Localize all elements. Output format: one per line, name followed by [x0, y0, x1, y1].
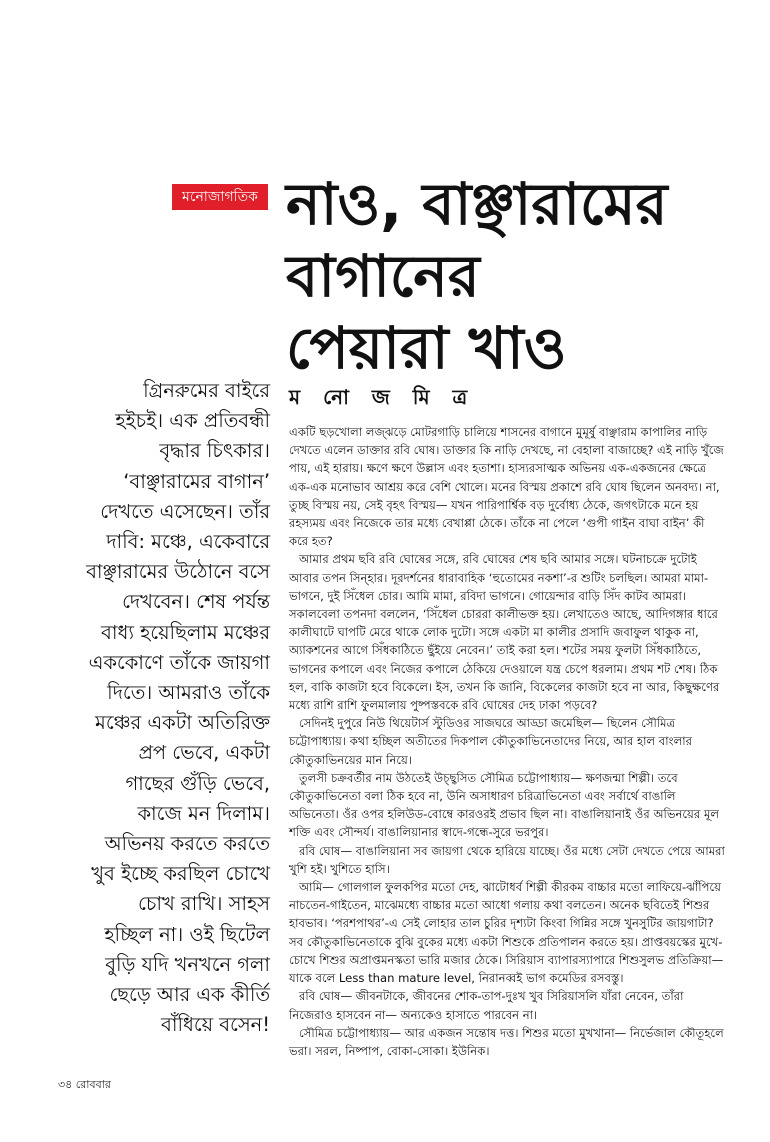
pull-quote-line: বুড়ি যদি খনখনে গলা: [105, 952, 270, 976]
article-body: [289, 423, 727, 1060]
pull-quote-line: খুব ইচ্ছে করছিল চোখে: [91, 862, 270, 886]
pull-quote-line: বাঞ্ছারামের উঠোনে বসে: [86, 560, 270, 584]
body-paragraph: সৌমিত্র চট্টোপাধ্যায়— আর একজন সন্তোষ দত্ত। শিশুর মতো মুখখানা— নির্ভেজাল কৌতূহলে ভরা। সরল, নিষ্পাপ, বোকা-সোকা। ইউনিক।: [289, 1025, 724, 1058]
pull-quote-line: দেখতে এসেছেন। তাঁর: [100, 499, 270, 523]
page-footer: ৩৪ রোববার: [58, 1078, 111, 1091]
headline-line: নাও, বাঞ্ছারামের: [286, 170, 668, 238]
pull-quote-line: দিতে। আমরাও তাঁকে: [107, 681, 270, 705]
body-paragraph: আমি— গোলগাল ফুলকপির মতো দেহ, ঝাটোধর্ব শিল্পী কীরকম বাচ্চার মতো লাফিয়ে-ঝাঁপিয়ে নাচতেন-গাইতেন, মাঝেমধ্যে বাচ্চার মতো আধো গলায় কথা বলতেন। অনেক ছবিতেই শিশুর হাবভাব। ‘পরশপাথর’-এ সেই লোহার তাল চুরির দৃশ্যটা কিংবা গিন্নির সঙ্গে খুনসুটির জায়গাটা? সব কৌতুকাভিনেতাকে বুঝি বুকের মধ্যে একটা শিশুকে প্রতিপালন করতে হয়। প্রাপ্তবয়স্কের মুখে-চোখে শিশুর অপ্রাপ্তমনস্কতা ভারি মজার ঠেকে। সিরিয়াস ব্যাপারস্যাপারে শিশুসুলভ প্রতিক্রিয়া— যাকে বলে Less than mature level, নিরানব্বই ভাগ কমেডির রসবস্তু।: [289, 880, 724, 986]
headline-line: বাগানের: [286, 242, 480, 310]
pull-quote-line: গাছের গুঁড়ি ভেবে,: [125, 771, 270, 795]
body-paragraph: একটি ছড়খোলা লজ্‌ঝড়ে মোটরগাড়ি চালিয়ে শাসনের বাগানে মুমূর্ষু বাঞ্ছারাম কাপালির নাড়ি দেখতে এলেন ডাক্তার রবি ঘোষ। ডাক্তার কি নাড়ি দেখছে, না বেহালা বাজাচ্ছে? এই নাড়ি খুঁজে পায়, এই হারায়। ক্ষণে ক্ষণে উল্লাস এবং হতাশা। হাস্যরসাত্মক অভিনয় এক-একজনের ক্ষেত্রে এক-এক মনোভাব আশ্রয় করে বেশি খোলে। মনের বিস্ময় প্রকাশে রবি ঘোষ ছিলেন অনবদ্য। না, তুচ্ছ বিস্ময় নয়, সেই বৃহৎ বিস্ময়— যখন পারিপার্শ্বিক বড় দুর্বোধ্য ঠেকে, জগৎটাকে মনে হয় রহস্যময় এবং নিজেকে তার মধ্যে বেখাপ্পা ঠেকে। তাঁকে না পেলে ‘গুপী গাইন বাঘা বাইন’ কী করে হত?: [289, 425, 724, 549]
pull-quote-line: বৃদ্ধার চিৎকার।: [159, 439, 270, 463]
pull-quote-line: মঞ্চের একটা অতিরিক্ত: [95, 711, 270, 735]
pull-quote-line: গ্রিনরুমের বাইরে: [143, 379, 270, 402]
body-paragraph: রবি ঘোষ— জীবনটাকে, জীবনের শোক-তাপ-দুঃখ খুব সিরিয়াসলি যাঁরা নেবেন, তাঁরা নিজেরাও হাসবেন না— অন্যকেও হাসাতে পারবেন না।: [289, 989, 684, 1022]
body-paragraph: সেদিনই দুপুরে নিউ থিয়েটার্স স্টুডিওর সাজঘরে আড্ডা জমেছিল— ছিলেন সৌমিত্র চট্টোপাধ্যায়। কথা হচ্ছিল অতীতের দিকপাল কৌতুকাভিনেতাদের নিয়ে, আর হাল বাংলার কৌতুকাভিনয়ের মান নিয়ে।: [289, 716, 692, 767]
pull-quote-line: বাঁধিয়ে বসেন!: [161, 1013, 270, 1037]
pull-quote-line: হচ্ছিল না। ওই ছিটেল: [104, 922, 270, 946]
pull-quote-line: ছেড়ে আর এক কীর্তি: [109, 983, 270, 1007]
headline: [286, 168, 756, 384]
pull-quote-line: কাজে মন দিলাম।: [137, 801, 270, 825]
pull-quote: [52, 376, 270, 1040]
pull-quote-line: অভিনয় করতে করতে: [104, 832, 270, 856]
pull-quote-line: এককোণে তাঁকে জায়গা: [88, 650, 270, 674]
section-tag: মনোজাগতিক: [172, 184, 268, 210]
body-paragraph: তুলসী চক্রবর্তীর নাম উঠতেই উচ্ছ্বসিত সৌমিত্র চট্টোপাধ্যায়— ক্ষণজন্মা শিল্পী। তবে কৌতুকাভিনেতা বলা ঠিক হবে না, উনি অসাধারণ চরিত্রাভিনেতা এবং সর্বার্থে বাঙালি অভিনেতা। ওঁর ওপর হলিউড-বোম্বে কারওরই প্রভাব ছিল না। বাঙালিয়ানাই ওঁর অভিনয়ের মূল শক্তি এবং সৌন্দর্য। বাঙালিয়ানার স্বাদে-গন্ধে-সুরে ভরপুর।: [289, 770, 720, 840]
pull-quote-line: দেখবেন। শেষ পর্যন্ত: [122, 590, 270, 614]
pull-quote-line: চোখ রাখি। সাহস: [138, 892, 270, 916]
body-paragraph: আমার প্রথম ছবি রবি ঘোষের সঙ্গে, রবি ঘোষের শেষ ছবি আমার সঙ্গে। ঘটনাচক্রে দুটোই আবার তপন সিন্‌হার। দূরদর্শনের ধারাবাহিক ‘হুতোমের নকশা’-র শুটিং চলছিল। আমরা মামা-ভাগনে, দুই সিঁধেল চোর। আমি মামা, রবিদা ভাগনে। গোয়েন্দার বাড়ি সিঁদ কাটব আমরা। সকালবেলা তপনদা বললেন, ‘সিঁধেল চোররা কালীভক্ত হয়। লেখাতেও আছে, আদিগঙ্গার ধারে কালীঘাটে ঘাপটি মেরে থাকে লোক দুটো। সঙ্গে একটা মা কালীর প্রসাদি জবাফুল থাকুক না, অ্যাকশনের আগে সিঁধকাঠিতে ছুঁইয়ে নেবেন।’ তাই করা হল। শটের সময় ফুলটা সিঁধকাঠিতে, ভাগনের কপালে এবং নিজের কপালে ঠেকিয়ে দেওয়ালে যন্ত্র চেপে ধরলাম। প্রথম শট শেষ। ঠিক হল, বাকি কাজটা হবে বিকেলে। ইস, তখন কি জানি, বিকেলের কাজটা হবে না আর, কিছুক্ষণের মধ্যে রাশি রাশি ফুলমালায় পুষ্পস্তবকে রবি ঘোষের দেহ ঢাকা পড়বে?: [289, 552, 720, 713]
headline-line: পেয়ারা খাও: [286, 314, 567, 382]
pull-quote-line: দাবি: মঞ্চে, একেবারে: [106, 530, 270, 554]
pull-quote-line: হইচই। এক প্রতিবন্ধী: [115, 409, 270, 433]
pull-quote-line: বাধ্য হয়েছিলাম মঞ্চের: [101, 620, 270, 644]
body-paragraph: রবি ঘোষ— বাঙালিয়ানা সব জায়গা থেকে হারিয়ে যাচ্ছে। ওঁর মধ্যে সেটা দেখতে পেয়ে আমরা খুশি হই। খুশিতে হাসি।: [289, 843, 725, 876]
pull-quote-line: প্রপ ভেবে, একটা: [138, 741, 270, 765]
pull-quote-line: ‘বাঞ্ছারামের বাগান’: [123, 469, 270, 493]
author-byline: ম নো জ মি ত্র: [289, 385, 476, 409]
